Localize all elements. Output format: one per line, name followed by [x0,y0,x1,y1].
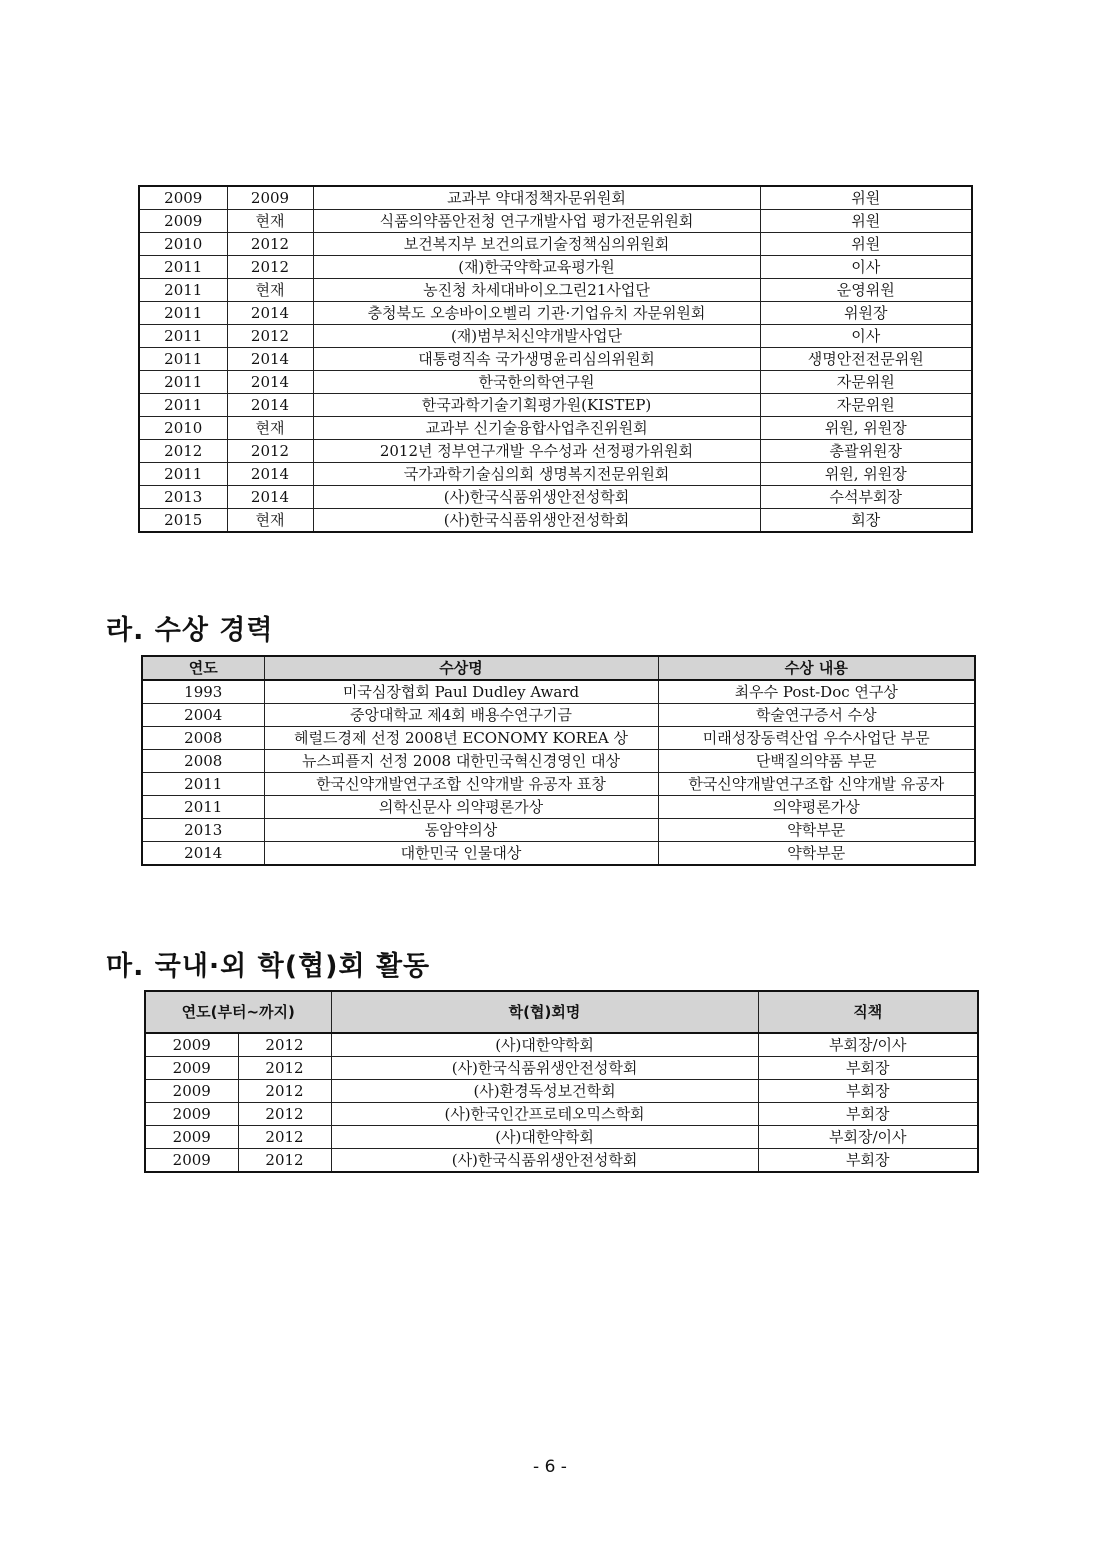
start-year-cell: 2009 [145,1057,238,1080]
end-year-cell: 2014 [227,348,313,371]
award-name-cell: 한국신약개발연구조합 신약개발 유공자 표창 [264,773,658,796]
end-year-cell: 2012 [227,325,313,348]
start-year-cell: 2009 [145,1080,238,1103]
award-name-cell: 대한민국 인물대상 [264,842,658,866]
award-year-cell: 2011 [142,796,264,819]
table-row [139,210,972,233]
role-cell: 운영위원 [760,279,972,302]
end-year-cell: 현재 [227,417,313,440]
start-year-cell: 2011 [139,348,227,371]
table-row [142,727,975,750]
start-year-cell: 2011 [139,463,227,486]
role-cell: 자문위원 [760,394,972,417]
start-year-cell: 2013 [139,486,227,509]
committee-name-cell: 식품의약품안전청 연구개발사업 평가전문위원회 [313,210,760,233]
start-year-cell: 2012 [139,440,227,463]
table-row [139,302,972,325]
end-year-cell: 현재 [227,509,313,533]
role-cell: 위원, 위원장 [760,463,972,486]
society-name-cell: (사)대한약학회 [331,1126,758,1149]
table-row [139,394,972,417]
societies-header-position: 직책 [758,991,978,1033]
award-content-cell: 단백질의약품 부문 [658,750,975,773]
committee-name-cell: 교과부 약대정책자문위원회 [313,186,760,210]
role-cell: 회장 [760,509,972,533]
award-name-cell: 동암약의상 [264,819,658,842]
role-cell: 위원 [760,210,972,233]
page-number: - 6 - [533,1457,567,1477]
role-cell: 총괄위원장 [760,440,972,463]
table-row [139,509,972,533]
committee-name-cell: 한국과학기술기획평가원(KISTEP) [313,394,760,417]
awards-header-row [142,656,975,680]
role-cell: 위원장 [760,302,972,325]
end-year-cell: 2012 [227,256,313,279]
committee-name-cell: (재)범부처신약개발사업단 [313,325,760,348]
table-row [139,417,972,440]
role-cell: 위원 [760,233,972,256]
society-name-cell: (사)한국인간프로테오믹스학회 [331,1103,758,1126]
committee-name-cell: 보건복지부 보건의료기술정책심의위원회 [313,233,760,256]
table-row [139,348,972,371]
committee-name-cell: 대통령직속 국가생명윤리심의위원회 [313,348,760,371]
end-year-cell: 2012 [238,1033,331,1057]
position-cell: 부회장 [758,1103,978,1126]
table-row [142,842,975,866]
award-name-cell: 중앙대학교 제4회 배용수연구기금 [264,704,658,727]
end-year-cell: 2012 [227,233,313,256]
award-name-cell: 헤럴드경제 선정 2008년 ECONOMY KOREA 상 [264,727,658,750]
start-year-cell: 2010 [139,417,227,440]
society-name-cell: (사)환경독성보건학회 [331,1080,758,1103]
start-year-cell: 2009 [145,1033,238,1057]
table-row [142,796,975,819]
award-year-cell: 2008 [142,727,264,750]
award-year-cell: 2014 [142,842,264,866]
start-year-cell: 2009 [145,1103,238,1126]
end-year-cell: 2012 [238,1103,331,1126]
societies-header-name: 학(협)회명 [331,991,758,1033]
end-year-cell: 2012 [238,1080,331,1103]
committee-name-cell: (재)한국약학교육평가원 [313,256,760,279]
committee-table [138,185,973,533]
award-content-cell: 학술연구증서 수상 [658,704,975,727]
awards-header-name: 수상명 [264,656,658,680]
role-cell: 이사 [760,325,972,348]
role-cell: 생명안전전문위원 [760,348,972,371]
start-year-cell: 2015 [139,509,227,533]
role-cell: 자문위원 [760,371,972,394]
end-year-cell: 2012 [238,1149,331,1173]
end-year-cell: 2009 [227,186,313,210]
table-row [142,819,975,842]
table-row [142,704,975,727]
start-year-cell: 2011 [139,256,227,279]
societies-header-years: 연도(부터~까지) [145,991,331,1033]
table-row [145,1103,978,1126]
awards-table-body [142,680,975,865]
award-name-cell: 의학신문사 의약평론가상 [264,796,658,819]
committee-name-cell: 농진청 차세대바이오그린21사업단 [313,279,760,302]
award-content-cell: 최우수 Post-Doc 연구상 [658,680,975,704]
award-content-cell: 한국신약개발연구조합 신약개발 유공자 [658,773,975,796]
end-year-cell: 2012 [238,1057,331,1080]
award-year-cell: 2008 [142,750,264,773]
start-year-cell: 2009 [145,1149,238,1173]
role-cell: 위원, 위원장 [760,417,972,440]
awards-table [141,655,976,866]
end-year-cell: 2014 [227,302,313,325]
table-row [139,186,972,210]
awards-header-content: 수상 내용 [658,656,975,680]
table-row [142,773,975,796]
role-cell: 수석부회장 [760,486,972,509]
start-year-cell: 2009 [145,1126,238,1149]
start-year-cell: 2011 [139,394,227,417]
societies-heading: 마. 국내·외 학(협)회 활동 [106,951,431,982]
table-row [145,1080,978,1103]
table-row [139,233,972,256]
committee-name-cell: (사)한국식품위생안전성학회 [313,509,760,533]
position-cell: 부회장 [758,1080,978,1103]
society-name-cell: (사)대한약학회 [331,1033,758,1057]
societies-header-row [145,991,978,1033]
society-name-cell: (사)한국식품위생안전성학회 [331,1057,758,1080]
role-cell: 이사 [760,256,972,279]
table-row [139,279,972,302]
table-row [145,1057,978,1080]
committee-name-cell: 교과부 신기술융합사업추진위원회 [313,417,760,440]
table-row [142,750,975,773]
end-year-cell: 현재 [227,210,313,233]
start-year-cell: 2011 [139,371,227,394]
start-year-cell: 2009 [139,186,227,210]
award-year-cell: 2004 [142,704,264,727]
committee-name-cell: 충청북도 오송바이오벨리 기관·기업유치 자문위원회 [313,302,760,325]
role-cell: 위원 [760,186,972,210]
end-year-cell: 2012 [238,1126,331,1149]
award-name-cell: 미국심장협회 Paul Dudley Award [264,680,658,704]
committee-name-cell: 국가과학기술심의회 생명복지전문위원회 [313,463,760,486]
start-year-cell: 2010 [139,233,227,256]
awards-heading: 라. 수상 경력 [106,615,274,646]
committee-name-cell: (사)한국식품위생안전성학회 [313,486,760,509]
award-content-cell: 약학부문 [658,842,975,866]
table-row [139,463,972,486]
table-row [139,371,972,394]
societies-table-body [145,1033,978,1172]
end-year-cell: 2014 [227,394,313,417]
start-year-cell: 2011 [139,279,227,302]
table-row [139,256,972,279]
table-row [142,680,975,704]
end-year-cell: 현재 [227,279,313,302]
awards-header-year: 연도 [142,656,264,680]
end-year-cell: 2012 [227,440,313,463]
committee-table-body [139,186,972,532]
end-year-cell: 2014 [227,371,313,394]
award-content-cell: 미래성장동력산업 우수사업단 부문 [658,727,975,750]
table-row [139,325,972,348]
table-row [139,486,972,509]
table-row [139,440,972,463]
award-year-cell: 2011 [142,773,264,796]
position-cell: 부회장 [758,1149,978,1173]
start-year-cell: 2009 [139,210,227,233]
position-cell: 부회장 [758,1057,978,1080]
committee-name-cell: 2012년 정부연구개발 우수성과 선정평가위원회 [313,440,760,463]
end-year-cell: 2014 [227,486,313,509]
society-name-cell: (사)한국식품위생안전성학회 [331,1149,758,1173]
start-year-cell: 2011 [139,325,227,348]
position-cell: 부회장/이사 [758,1033,978,1057]
committee-name-cell: 한국한의학연구원 [313,371,760,394]
award-year-cell: 1993 [142,680,264,704]
award-year-cell: 2013 [142,819,264,842]
award-content-cell: 약학부문 [658,819,975,842]
start-year-cell: 2011 [139,302,227,325]
table-row [145,1149,978,1173]
table-row [145,1033,978,1057]
societies-table [144,990,979,1173]
table-row [145,1126,978,1149]
position-cell: 부회장/이사 [758,1126,978,1149]
award-content-cell: 의약평론가상 [658,796,975,819]
end-year-cell: 2014 [227,463,313,486]
award-name-cell: 뉴스피플지 선정 2008 대한민국혁신경영인 대상 [264,750,658,773]
